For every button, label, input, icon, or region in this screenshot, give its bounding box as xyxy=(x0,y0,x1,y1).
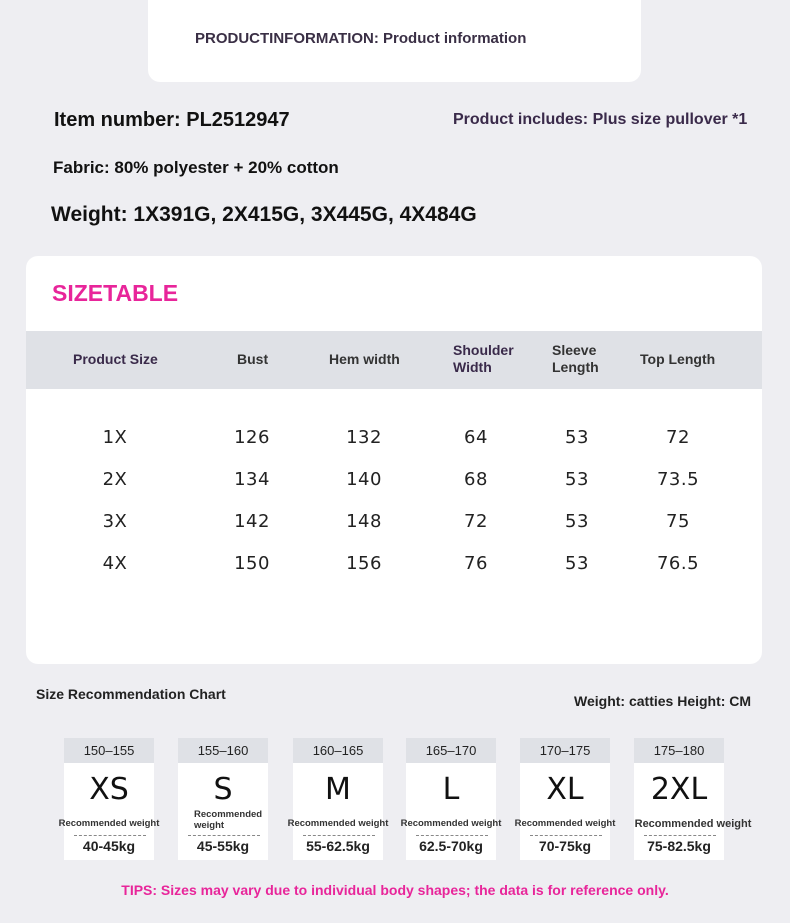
height-range: 175–180 xyxy=(634,738,724,763)
size-table-card xyxy=(26,256,762,664)
garment-weight: Weight: 1X391G, 2X415G, 3X445G, 4X484G xyxy=(51,203,477,226)
size-label: XS xyxy=(89,772,129,807)
cell-size: 1X xyxy=(102,427,128,448)
dashed-divider xyxy=(303,835,375,836)
cell-bust: 126 xyxy=(234,427,270,448)
recommended-weight-label: Recommended weight xyxy=(58,818,160,829)
cell-sleeve-length: 53 xyxy=(565,427,589,448)
tips-note: TIPS: Sizes may vary due to individual body shapes; the data is for reference only. xyxy=(121,882,669,898)
weight-range: 70-75kg xyxy=(538,838,592,854)
size-card-m xyxy=(287,738,389,860)
size-label: M xyxy=(325,772,351,807)
size-card-l xyxy=(400,738,502,860)
header-hem-width: Hem width xyxy=(329,351,400,367)
size-label: 2XL xyxy=(650,772,708,807)
table-row xyxy=(26,469,762,511)
header-bust: Bust xyxy=(237,351,269,367)
weight-range: 62.5-70kg xyxy=(419,838,483,854)
weight-range: 75-82.5kg xyxy=(647,838,711,854)
cell-bust: 150 xyxy=(234,553,270,574)
cell-shoulder-width: 68 xyxy=(464,469,488,490)
size-card-xs xyxy=(58,738,160,860)
cell-bust: 142 xyxy=(234,511,270,532)
dashed-divider xyxy=(530,835,602,836)
cell-shoulder-width: 64 xyxy=(464,427,488,448)
height-range: 165–170 xyxy=(406,738,496,763)
size-card-2xl xyxy=(634,738,752,860)
recommended-weight-label: Recommended weight xyxy=(400,818,502,829)
recommended-weight-label: Recommended weight xyxy=(634,818,752,830)
cell-sleeve-length: 53 xyxy=(565,553,589,574)
height-range: 155–160 xyxy=(178,738,268,763)
product-info-card xyxy=(148,0,641,82)
recommended-weight-label: Recommended weight xyxy=(287,818,389,829)
product-includes: Product includes: Plus size pullover *1 xyxy=(453,111,748,128)
cell-hem-width: 148 xyxy=(346,511,382,532)
table-row xyxy=(26,427,762,469)
cell-hem-width: 132 xyxy=(346,427,382,448)
cell-top-length: 72 xyxy=(666,427,690,448)
size-table-header xyxy=(26,331,762,389)
dashed-divider xyxy=(644,835,716,836)
recommended-weight-label: Recommended weight xyxy=(514,818,616,829)
cell-sleeve-length: 53 xyxy=(565,511,589,532)
weight-range: 55-62.5kg xyxy=(306,838,370,854)
header-top-length: Top Length xyxy=(640,351,716,367)
dashed-divider xyxy=(188,835,260,836)
units-note: Weight: catties Height: CM xyxy=(574,693,752,709)
height-range: 170–175 xyxy=(520,738,610,763)
cell-shoulder-width: 76 xyxy=(464,553,488,574)
header-sleeve-length: Sleeve Length xyxy=(552,342,599,375)
table-row xyxy=(26,511,762,553)
height-range: 160–165 xyxy=(293,738,383,763)
table-row xyxy=(26,553,762,595)
weight-range: 40-45kg xyxy=(82,838,136,854)
dashed-divider xyxy=(416,835,488,836)
header-product-size: Product Size xyxy=(73,351,158,367)
size-card-s xyxy=(178,738,268,860)
cell-top-length: 76.5 xyxy=(656,553,700,574)
item-number: Item number: PL2512947 xyxy=(54,109,290,131)
size-label: L xyxy=(442,772,460,807)
header-shoulder-width: Shoulder Width xyxy=(453,342,514,375)
cell-hem-width: 140 xyxy=(346,469,382,490)
cell-size: 2X xyxy=(102,469,128,490)
size-label: XL xyxy=(546,772,584,807)
height-range: 150–155 xyxy=(64,738,154,763)
size-card-xl xyxy=(514,738,616,860)
size-label: S xyxy=(213,772,233,807)
product-info-text: PRODUCTINFORMATION: Product information xyxy=(195,30,527,47)
cell-top-length: 73.5 xyxy=(656,469,700,490)
cell-size: 4X xyxy=(102,553,128,574)
cell-size: 3X xyxy=(102,511,128,532)
cell-top-length: 75 xyxy=(666,511,690,532)
fabric-composition: Fabric: 80% polyester + 20% cotton xyxy=(53,158,339,177)
cell-sleeve-length: 53 xyxy=(565,469,589,490)
recommended-weight-label: Recommended weight xyxy=(194,809,263,831)
cell-hem-width: 156 xyxy=(346,553,382,574)
cell-bust: 134 xyxy=(234,469,270,490)
size-table-title: SIZETABLE xyxy=(52,280,179,306)
size-recommendation-title: Size Recommendation Chart xyxy=(36,686,226,702)
cell-shoulder-width: 72 xyxy=(464,511,488,532)
weight-range: 45-55kg xyxy=(196,838,250,854)
dashed-divider xyxy=(74,835,146,836)
